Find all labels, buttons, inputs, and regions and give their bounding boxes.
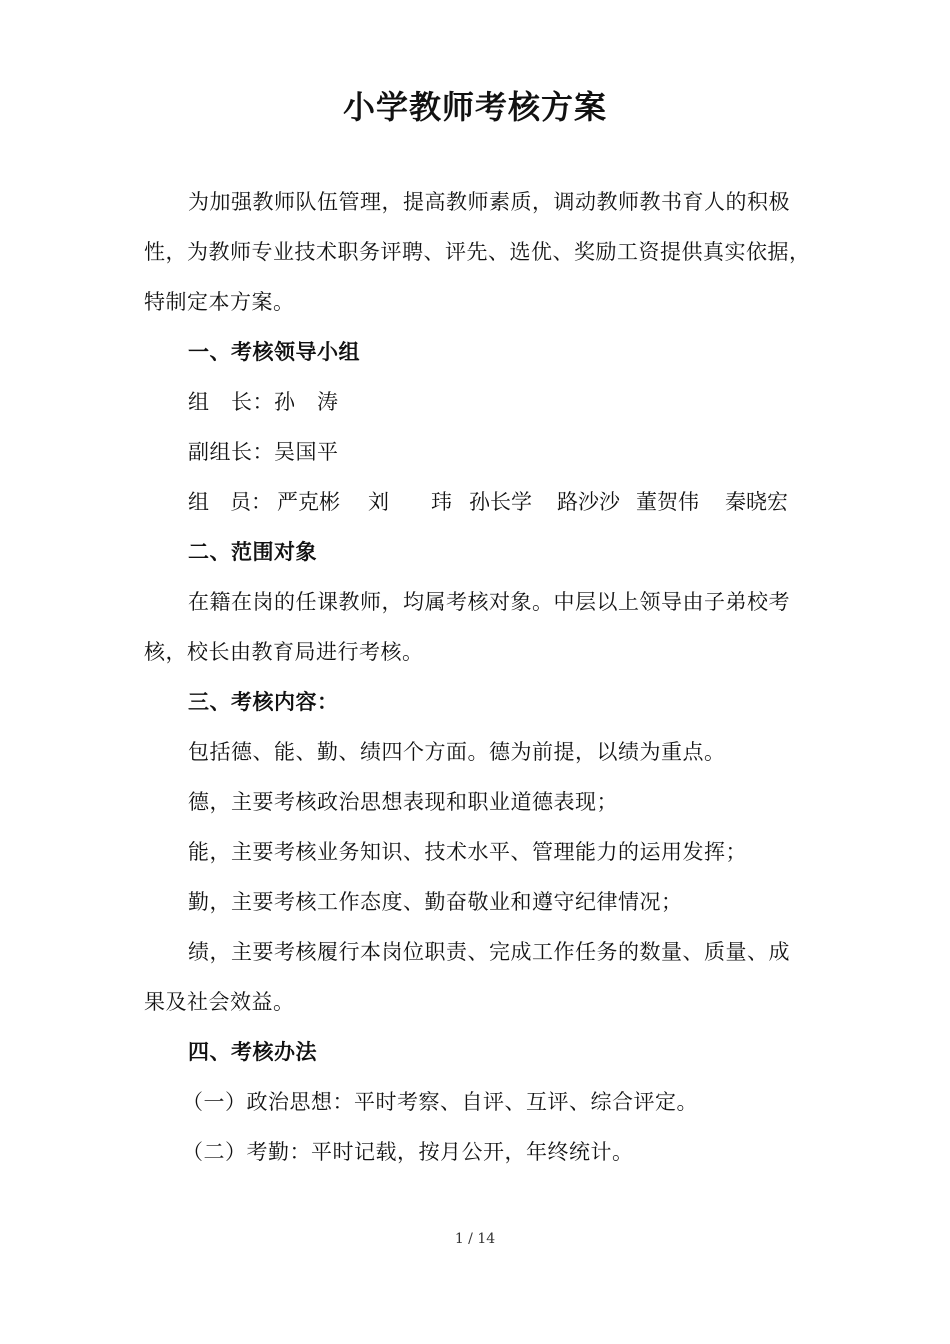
section-3-heading: 三、考核内容： [188,690,339,714]
section-3-line-2: 德，主要考核政治思想表现和职业道德表现； [188,790,618,814]
section-4-line-2: （二）考勤：平时记载，按月公开，年终统计。 [182,1140,634,1164]
member-name: 孙长学 [469,490,532,514]
members-label: 组 员： [188,490,272,514]
section-3-line-1: 包括德、能、勤、绩四个方面。德为前提，以绩为重点。 [188,740,726,764]
group-deputy: 副组长：吴国平 [188,440,339,464]
group-leader: 组 长：孙 涛 [188,390,339,414]
section-3-line-3: 能，主要考核业务知识、技术水平、管理能力的运用发挥； [188,840,747,864]
member-name: 秦晓宏 [725,490,788,514]
section-4-heading: 四、考核办法 [188,1040,317,1064]
intro-line-3: 特制定本方案。 [144,290,295,314]
section-4-line-1: （一）政治思想：平时考察、自评、互评、综合评定。 [182,1090,698,1114]
section-3-line-4: 勤，主要考核工作态度、勤奋敬业和遵守纪律情况； [188,890,683,914]
member-name: 路沙沙 [557,490,620,514]
page-number: 1 / 14 [454,1231,496,1247]
section-2-line-1: 在籍在岗的任课教师，均属考核对象。中层以上领导由子弟校考 [188,590,790,614]
member-name: 刘 玮 [368,490,452,514]
section-3-line-6: 果及社会效益。 [144,990,295,1014]
member-name: 严克彬 [277,490,340,514]
page-title: 小学教师考核方案 [342,88,607,126]
section-2-line-2: 核，校长由教育局进行考核。 [144,640,424,664]
section-1-heading: 一、考核领导小组 [188,340,360,364]
intro-line-1: 为加强教师队伍管理，提高教师素质，调动教师教书育人的积极 [188,190,790,214]
intro-line-2: 性，为教师专业技术职务评聘、评先、选优、奖励工资提供真实依据， [144,240,811,264]
section-2-heading: 二、范围对象 [188,540,317,564]
section-3-line-5: 绩，主要考核履行本岗位职责、完成工作任务的数量、质量、成 [188,940,790,964]
member-name: 董贺伟 [636,490,699,514]
